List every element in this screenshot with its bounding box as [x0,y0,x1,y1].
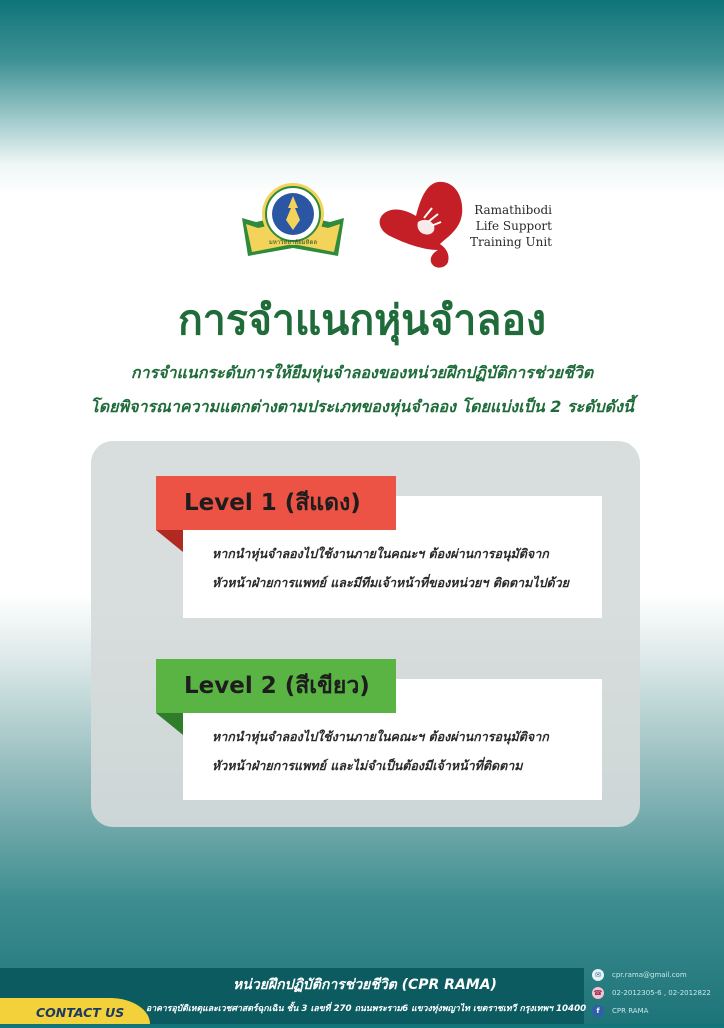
ribbon-fold [156,530,183,552]
contact-facebook[interactable] [592,1002,724,1020]
rama-unit-line: Life Support [475,219,552,233]
mahidol-ribbon-text: มหาวิทยาลัยมหิดล [268,239,318,246]
level-1-ribbon: Level 1 (สีแดง) [156,476,396,530]
phone-text: 02-2012305-6 , 02-2012822 [612,989,711,997]
description-line: หากนำหุ่นจำลองไปใช้งานภายในคณะฯ ต้องผ่านการอนุมัติจาก [212,546,549,561]
page-title: การจำแนกหุ่นจำลอง [177,296,547,344]
description-line: หากนำหุ่นจำลองไปใช้งานภายในคณะฯ ต้องผ่านการอนุมัติจาก [212,729,549,744]
subtitle-line: การจำแนกระดับการให้ยืมหุ่นจำลองของหน่วยฝึกปฏิบัติการช่วยชีวิต [130,363,594,382]
email-text: cpr.rama@gmail.com [612,971,687,979]
mail-icon: ✉ [592,969,604,981]
contact-list [592,966,724,1020]
rama-unit-line: Training Unit [469,235,552,249]
level-2-description [212,722,549,780]
subtitle-line: โดยพิจารณาความแตกต่างตามประเภทของหุ่นจำลอง โดยแบ่งเป็น 2 ระดับดังนี้ [90,397,634,416]
rama-unit-line: Ramathibodi [474,203,552,217]
contact-email[interactable] [592,966,724,984]
facebook-icon: f [592,1005,604,1017]
footer-address: อาคารอุบัติเหตุและเวชศาสตร์ฉุกเฉิน ชั้น 3 เลขที่ 270 ถนนพระราม6 แขวงทุ่งพญาไท เขตราชเทวี กรุงเทพฯ 10400 [146,1004,587,1014]
level-1-description [212,539,569,597]
rama-unit-name [462,202,552,250]
rama-life-support-logo [376,178,476,270]
level-2-ribbon: Level 2 (สีเขียว) [156,659,396,713]
description-line: หัวหน้าฝ่ายการแพทย์ และไม่จำเป็นต้องมีเจ้าหน้าที่ติดตาม [212,758,523,773]
contact-phone[interactable] [592,984,724,1002]
contact-us-tab: CONTACT US [0,998,150,1024]
logo-row [0,178,724,273]
page-subtitle [0,356,724,424]
ribbon-fold [156,713,183,735]
phone-icon: ☎ [593,989,603,997]
footer-unit-name: หน่วยฝึกปฏิบัติการช่วยชีวิต (CPR RAMA) [233,977,497,993]
facebook-text: CPR RAMA [612,1007,649,1015]
description-line: หัวหน้าฝ่ายการแพทย์ และมีทีมเจ้าหน้าที่ของหน่วยฯ ติดตามไปด้วย [212,575,570,590]
mahidol-university-logo [238,178,348,266]
